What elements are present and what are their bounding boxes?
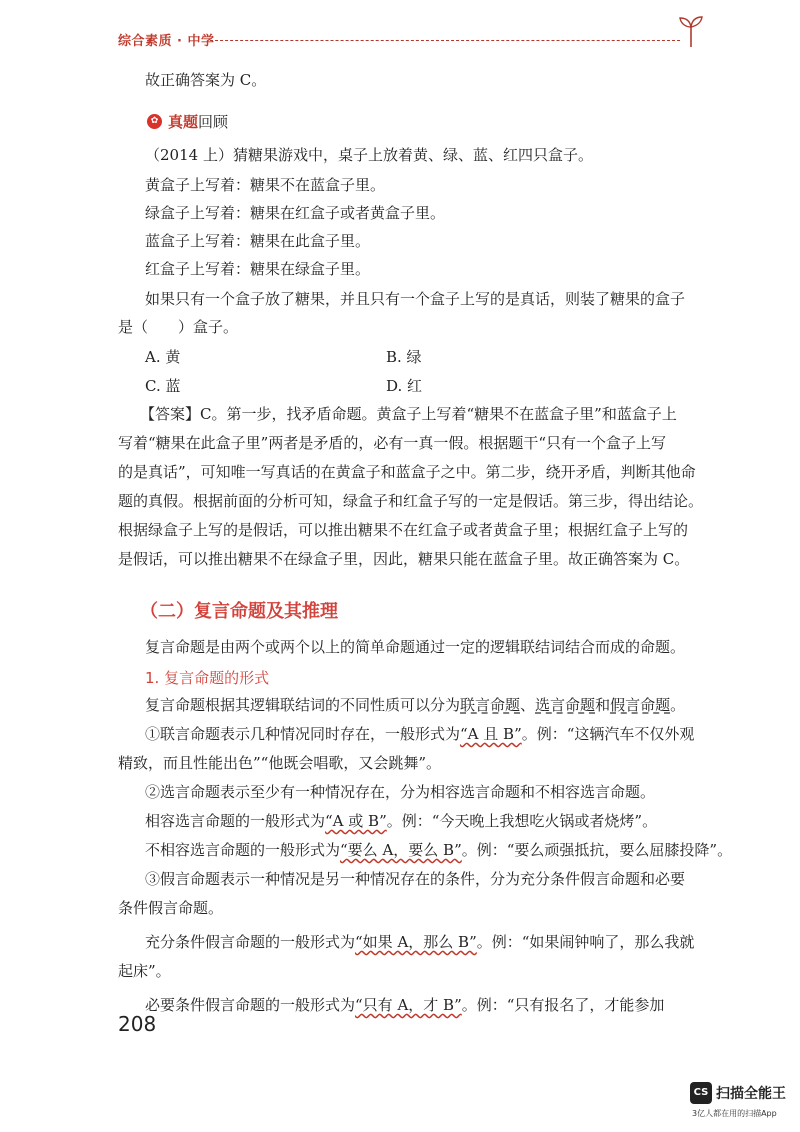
question-line: （2014 上）猜糖果游戏中，桌子上放着黄、绿、蓝、红四只盒子。 — [145, 146, 593, 164]
flame-icon: ✿ — [147, 114, 162, 129]
statement-green: 绿盒子上写着：糖果在红盒子或者黄盒子里。 — [145, 204, 446, 222]
option-b: B. 绿 — [386, 348, 422, 366]
paragraph-text: ①联言命题表示几种情况同时存在，一般形式为 — [145, 725, 461, 743]
paragraph-conjunctive-cont: 精致，而且性能出色”“他既会唱歌，又会跳舞”。 — [118, 754, 442, 772]
term-conjunctive: 联言命题 — [460, 696, 521, 714]
paragraph-conjunctive — [145, 724, 694, 744]
statement-yellow: 黄盒子上写着：糖果不在蓝盒子里。 — [145, 176, 386, 194]
paragraph-text: 不相容选言命题的一般形式为 — [145, 841, 341, 859]
watermark-name: 扫描全能王 — [716, 1086, 786, 1102]
paragraph-disjunctive: ②选言命题表示至少有一种情况存在，分为相容选言命题和不相容选言命题。 — [145, 783, 656, 801]
answer-line: 是假话，可以推出糖果不在绿盒子里，因此，糖果只能在蓝盒子里。故正确答案为 C。 — [118, 550, 690, 568]
paragraph-text: 相容选言命题的一般形式为 — [145, 812, 326, 830]
paragraph-text: 。例：“这辆汽车不仅外观 — [521, 725, 695, 743]
paragraph-hypothetical: ③假言命题表示一种情况是另一种情况存在的条件，分为充分条件假言命题和必要 — [145, 870, 686, 888]
conjunction: 和 — [595, 696, 611, 714]
sub-heading: 1. 复言命题的形式 — [145, 669, 270, 687]
statement-red: 红盒子上写着：糖果在绿盒子里。 — [145, 260, 371, 278]
answer-line: 根据绿盒子上写的是假话，可以推出糖果不在红盒子或者黄盒子里；根据红盒子上写的 — [118, 521, 689, 539]
header-divider — [210, 40, 680, 41]
answer-line: 的是真话”，可知唯一写真话的在黄盒子和蓝盒子之中。第二步，绕开矛盾，判断其他命 — [118, 463, 696, 481]
separator: 、 — [520, 696, 536, 714]
option-a: A. 黄 — [145, 348, 181, 366]
paragraph-text: 。例：“如果闹钟响了，那么我就 — [476, 933, 695, 951]
intro-line: 故正确答案为 C。 — [145, 71, 267, 89]
page-number: 208 — [118, 1012, 157, 1036]
review-title-red: 真题 — [168, 113, 199, 131]
paragraph-incompatible — [145, 840, 732, 860]
prompt-line-2: 是（ ）盒子。 — [118, 318, 239, 336]
classification-line — [145, 695, 685, 715]
answer-line: 【答案】C。第一步，找矛盾命题。黄盒子上写着“糖果不在蓝盒子里”和蓝盒子上 — [140, 405, 677, 423]
form-a-or-b: “A 或 B” — [325, 812, 387, 830]
form-either-or: “要么 A，要么 B” — [340, 841, 462, 859]
form-a-and-b: “A 且 B” — [460, 725, 522, 743]
paragraph-text: 充分条件假言命题的一般形式为 — [145, 933, 356, 951]
term-disjunctive: 选言命题 — [535, 696, 596, 714]
answer-line: 题的真假。根据前面的分析可知，绿盒子和红盒子写的一定是假话。第三步，得出结论。 — [118, 492, 704, 510]
paragraph-text: 必要条件假言命题的一般形式为 — [145, 996, 356, 1014]
sprout-icon — [678, 14, 704, 48]
paragraph-hypothetical-cont: 条件假言命题。 — [118, 899, 224, 917]
option-c: C. 蓝 — [145, 377, 181, 395]
paragraph-text: 。例：“要么顽强抵抗，要么屈膝投降”。 — [461, 841, 733, 859]
definition-line: 复言命题是由两个或两个以上的简单命题通过一定的逻辑联结词结合而成的命题。 — [145, 638, 686, 656]
term-hypothetical: 假言命题 — [610, 696, 671, 714]
prompt-line-1: 如果只有一个盒子放了糖果，并且只有一个盒子上写的是真话，则装了糖果的盒子 — [145, 290, 686, 308]
review-title — [168, 112, 228, 132]
paragraph-necessary — [145, 995, 664, 1015]
form-only-if: “只有 A，才 B” — [355, 996, 462, 1014]
scanner-logo-icon: CS — [690, 1082, 712, 1104]
classification-text: 复言命题根据其逻辑联结词的不同性质可以分为 — [145, 696, 461, 714]
watermark-tagline: 3亿人都在用的扫描App — [692, 1109, 777, 1118]
option-d: D. 红 — [386, 377, 423, 395]
section-heading: （二）复言命题及其推理 — [140, 601, 338, 622]
paragraph-compatible — [145, 811, 657, 831]
paragraph-sufficient — [145, 932, 694, 952]
answer-line: 写着“糖果在此盒子里”两者是矛盾的，必有一真一假。根据题干“只有一个盒子上写 — [118, 434, 667, 452]
period: 。 — [670, 696, 686, 714]
paragraph-sufficient-cont: 起床”。 — [118, 962, 171, 980]
paragraph-text: 。例：“只有报名了，才能参加 — [461, 996, 665, 1014]
header-title: 综合素质 · 中学 — [118, 34, 215, 49]
statement-blue: 蓝盒子上写着：糖果在此盒子里。 — [145, 232, 371, 250]
review-title-rest: 回顾 — [198, 113, 229, 131]
paragraph-text: 。例：“今天晚上我想吃火锅或者烧烤”。 — [386, 812, 658, 830]
form-if-then: “如果 A，那么 B” — [355, 933, 477, 951]
